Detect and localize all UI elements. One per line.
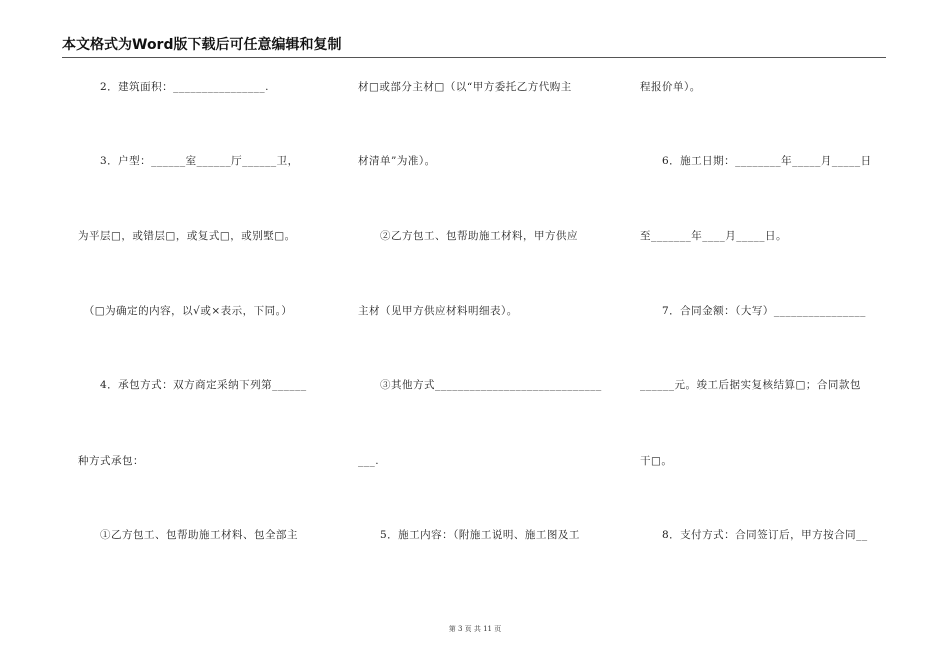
text-line: 材□或部分主材□（以“甲方委托乙方代购主 (358, 81, 572, 93)
text-line: 为平层□，或错层□，或复式□，或别墅□。 (78, 230, 296, 242)
text-line: 6．施工日期：________年_____月_____日 (640, 155, 872, 167)
text-line: 材清单”为准）。 (358, 155, 436, 167)
text-line: ①乙方包工、包帮助施工材料、包全部主 (78, 529, 298, 541)
header-title: 本文格式为Word版下载后可任意编辑和复制 (62, 37, 342, 53)
text-line: ______元。竣工后据实复核结算□；合同款包 (640, 379, 861, 391)
text-line: ②乙方包工、包帮助施工材料，甲方供应 (358, 230, 578, 242)
text-line: 至_______年____月_____日。 (640, 230, 787, 242)
text-line: ③其他方式_____________________________ (358, 379, 602, 391)
text-line: 干□。 (640, 455, 673, 467)
text-line: ___. (358, 455, 380, 467)
text-line: 8．支付方式：合同签订后，甲方按合同__ (640, 529, 868, 541)
text-line: 4．承包方式：双方商定采纳下列第______ (78, 379, 307, 391)
text-line: 2．建筑面积：________________. (78, 81, 270, 93)
text-line: （□为确定的内容，以√或×表示，下同。） (78, 305, 293, 317)
text-line: 程报价单）。 (640, 81, 701, 93)
text-line: 7．合同金额：（大写）________________ (640, 305, 866, 317)
page-number: 第 3 页 共 11 页 (448, 625, 502, 633)
text-line: 3．户型：______室______厅______卫， (78, 155, 299, 167)
text-line: 5．施工内容：（附施工说明、施工图及工 (358, 529, 580, 541)
text-line: 种方式承包： (78, 455, 144, 467)
text-line: 主材（见甲方供应材料明细表）。 (358, 305, 518, 317)
document-header (62, 34, 886, 58)
